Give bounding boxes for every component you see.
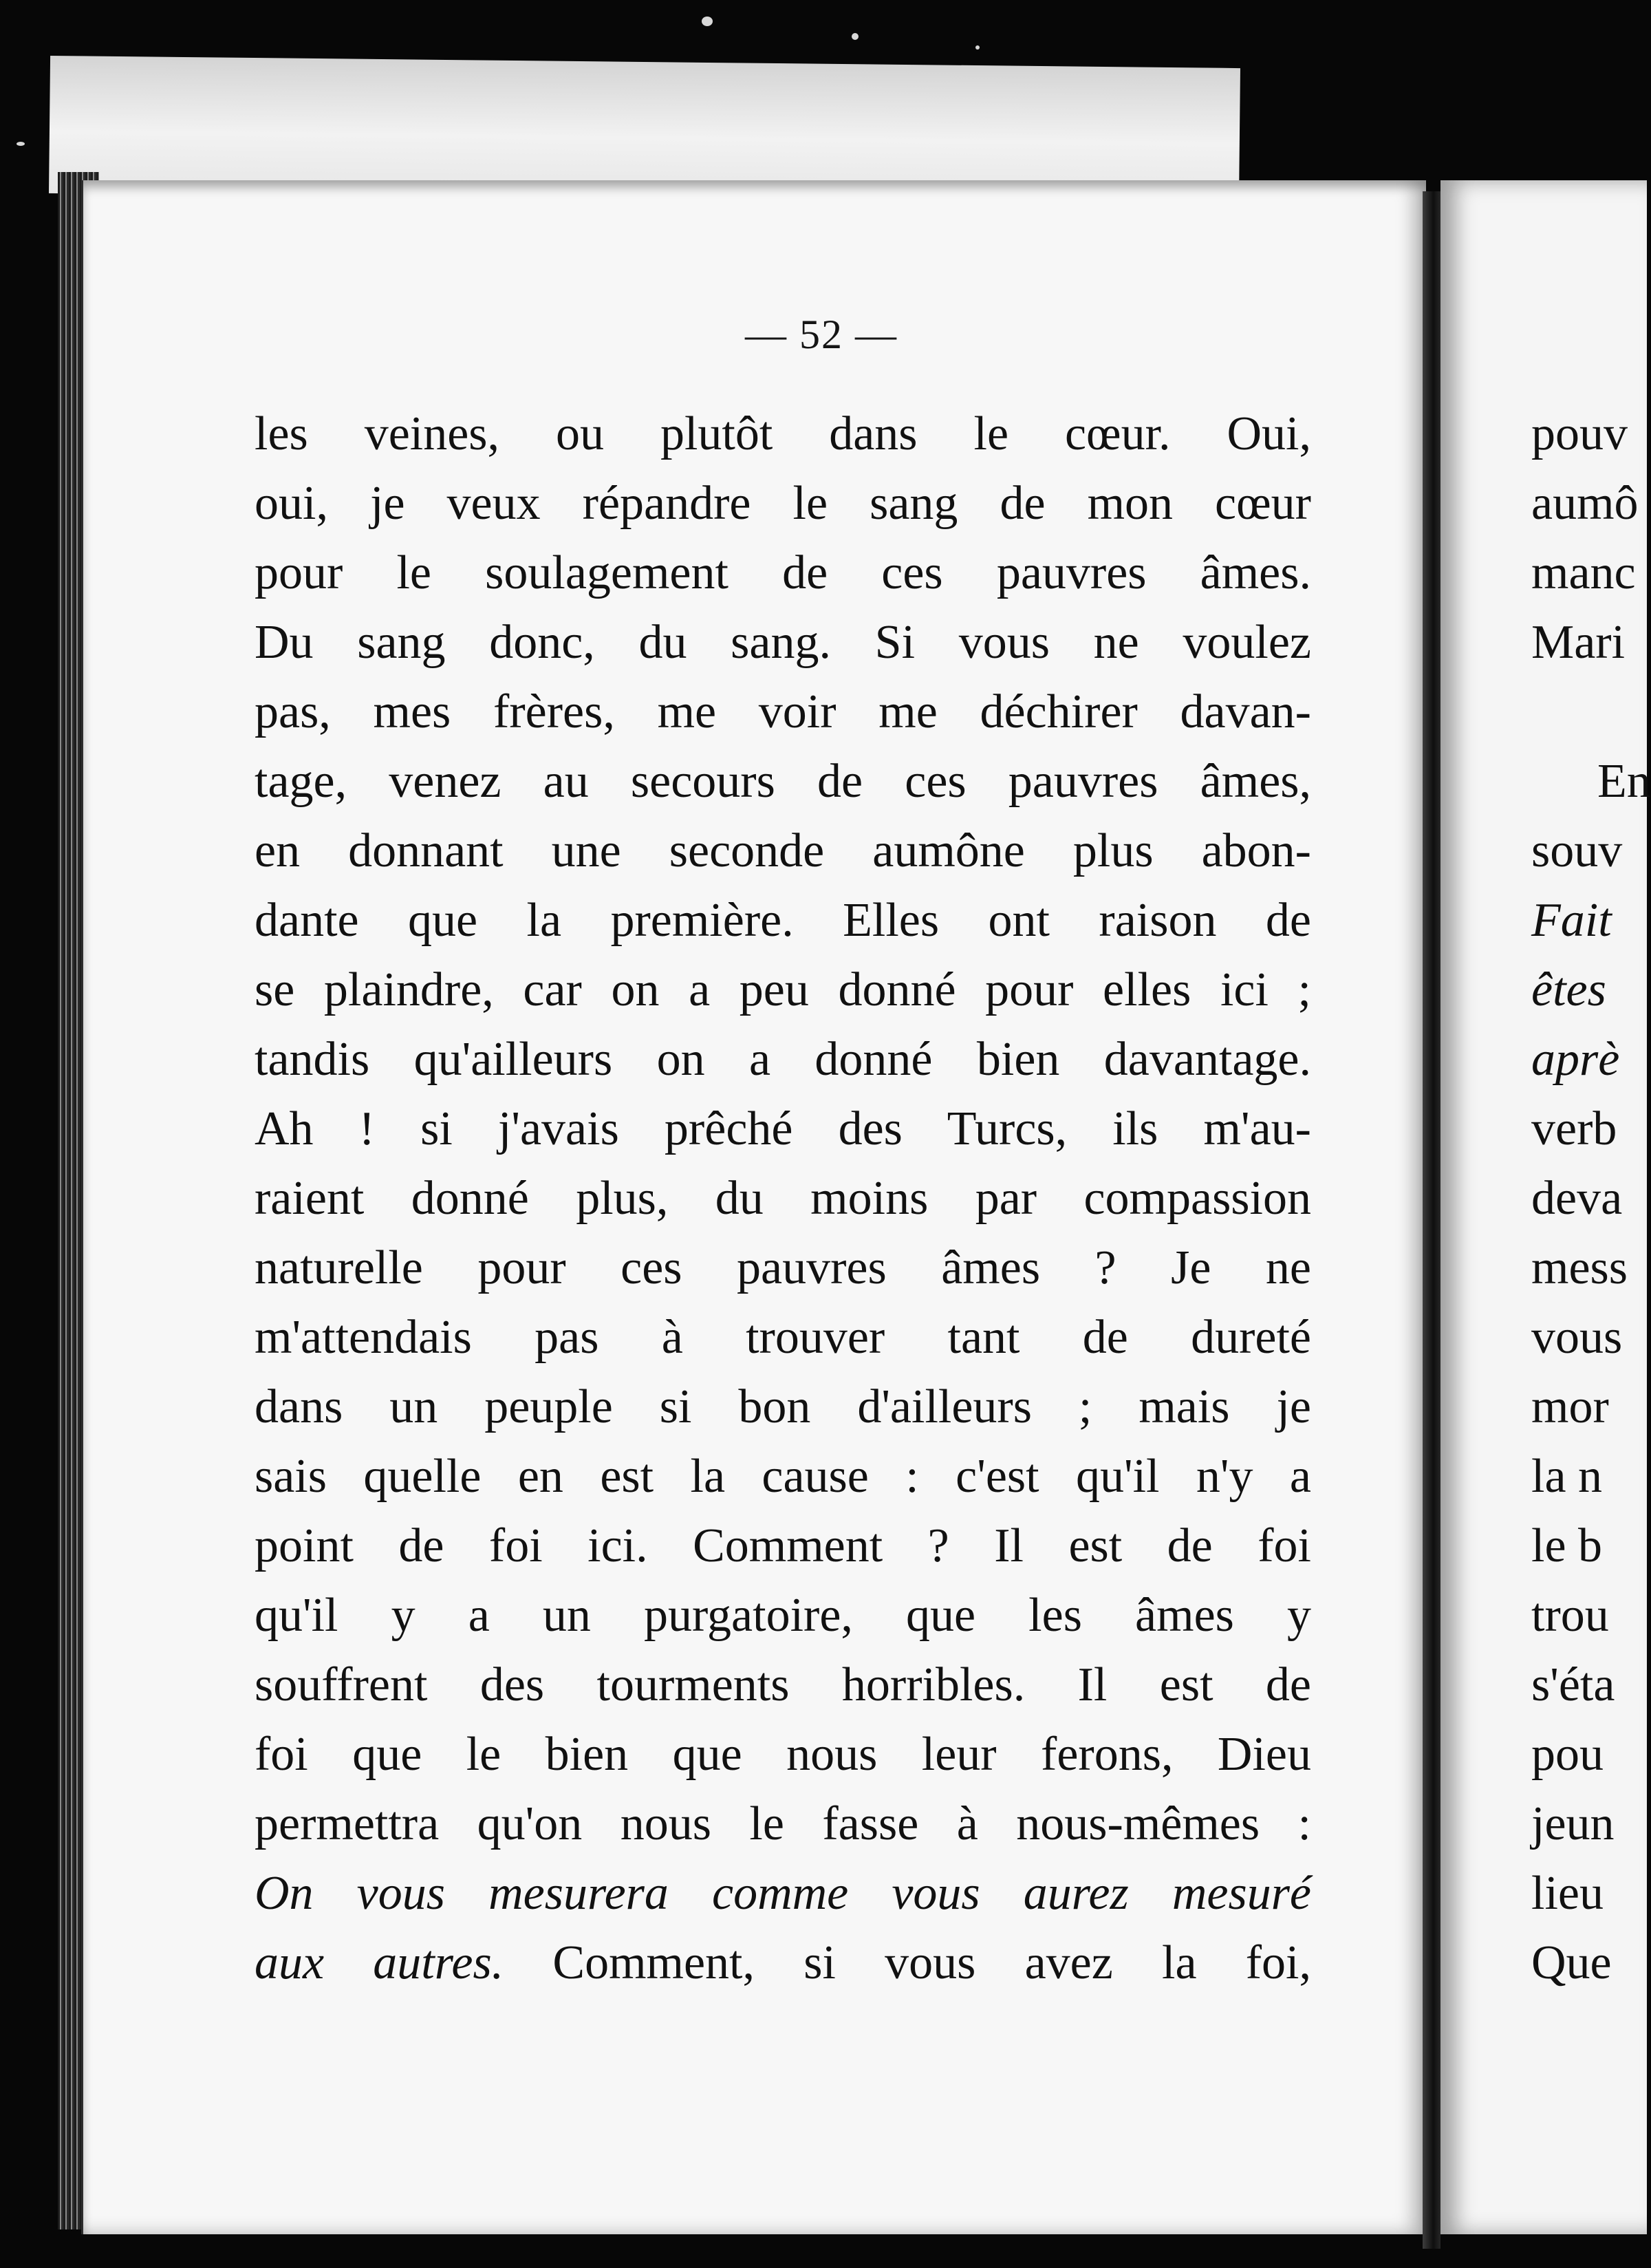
text-line: point de foi ici. Comment ? Il est de foi <box>255 1519 1311 1572</box>
text-line: dans un peuple si bon d'ailleurs ; mais je <box>255 1380 1311 1433</box>
facing-page-fragment: En <box>1597 755 1651 808</box>
dust-speck <box>852 33 859 40</box>
text-line: oui, je veux répandre le sang de mon cœur <box>255 477 1311 530</box>
facing-page-fragment: vous <box>1531 1311 1623 1364</box>
facing-page-fragment: la n <box>1531 1450 1603 1503</box>
text-line-rest: Comment, si vous avez la foi, <box>504 1936 1311 1989</box>
dust-speck <box>975 45 980 50</box>
facing-page-fragment: pou <box>1531 1728 1604 1781</box>
text-line: sais quelle en est la cause : c'est qu'il n'y a <box>255 1450 1311 1503</box>
text-line: dante que la première. Elles ont raison de <box>255 894 1311 947</box>
text-line: permettra qu'on nous le fasse à nous-mêmes : <box>255 1797 1311 1850</box>
facing-page-fragment: êtes <box>1531 963 1606 1016</box>
text-line: se plaindre, car on a peu donné pour elles ici ; <box>255 963 1311 1016</box>
facing-page-fragment: souv <box>1531 824 1623 877</box>
text-line: Du sang donc, du sang. Si vous ne voulez <box>255 616 1311 669</box>
facing-page-fragment: Mari <box>1531 616 1626 669</box>
text-line: tandis qu'ailleurs on a donné bien davantage. <box>255 1033 1311 1086</box>
facing-page-fragment: Que <box>1531 1936 1612 1989</box>
page-number: — 52 — <box>745 312 898 357</box>
text-line: en donnant une seconde aumône plus abon- <box>255 824 1311 877</box>
facing-page-fragment: jeun <box>1531 1797 1615 1850</box>
text-line: pas, mes frères, me voir me déchirer davan- <box>255 685 1311 738</box>
text-line: naturelle pour ces pauvres âmes ? Je ne <box>255 1241 1311 1294</box>
facing-page-fragment: aprè <box>1531 1033 1620 1086</box>
facing-page-fragment: trou <box>1531 1589 1609 1642</box>
facing-page-fragment: verb <box>1531 1102 1617 1155</box>
facing-page-fragment: deva <box>1531 1172 1623 1225</box>
facing-page-fragment: le b <box>1531 1519 1603 1572</box>
book-gutter <box>1423 191 1440 2249</box>
dust-speck <box>17 142 25 146</box>
text-line: raient donné plus, du moins par compassion <box>255 1172 1311 1225</box>
italic-quote-line: On vous mesurera comme vous aurez mesuré <box>255 1867 1311 1920</box>
dust-speck <box>702 17 713 26</box>
text-line: m'attendais pas à trouver tant de dureté <box>255 1311 1311 1364</box>
facing-page-fragment: manc <box>1531 546 1636 599</box>
page-text <box>255 399 1311 1998</box>
facing-page-fragment: mess <box>1531 1241 1628 1294</box>
text-line: foi que le bien que nous leur ferons, Dieu <box>255 1728 1311 1781</box>
text-line: qu'il y a un purgatoire, que les âmes y <box>255 1589 1311 1642</box>
facing-page-fragment: pouv <box>1531 407 1628 460</box>
text-line: pour le soulagement de ces pauvres âmes. <box>255 546 1311 599</box>
text-line <box>255 1928 1311 1998</box>
text-line: tage, venez au secours de ces pauvres âmes, <box>255 755 1311 808</box>
italic-quote-end: aux autres. <box>255 1936 504 1989</box>
facing-page-fragment: Fait <box>1531 894 1612 947</box>
facing-page-fragment: mor <box>1531 1380 1609 1433</box>
facing-page-fragment: s'éta <box>1531 1658 1615 1711</box>
text-line: souffrent des tourments horribles. Il est de <box>255 1658 1311 1711</box>
facing-page-fragment: aumô <box>1531 477 1639 530</box>
facing-page-fragment: lieu <box>1531 1867 1604 1920</box>
text-line: les veines, ou plutôt dans le cœur. Oui, <box>255 407 1311 460</box>
text-line: Ah ! si j'avais prêché des Turcs, ils m'au- <box>255 1102 1311 1155</box>
